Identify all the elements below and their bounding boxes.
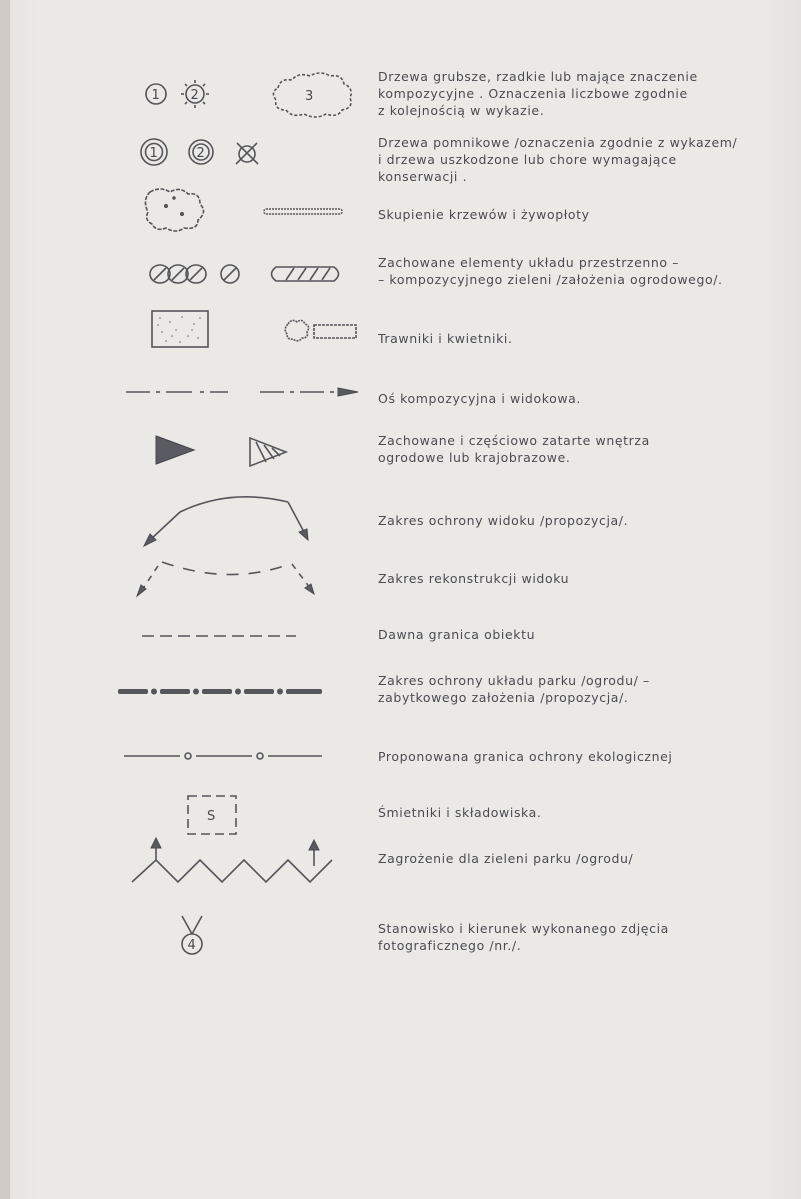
svg-text:S: S bbox=[207, 809, 216, 824]
symbol-monument-trees bbox=[100, 134, 370, 174]
symbol-former-boundary bbox=[100, 624, 370, 648]
desc-axis: Oś kompozycyjna i widokowa. bbox=[378, 391, 582, 406]
photo-station-icon bbox=[100, 914, 370, 964]
desc-trees: Drzewa grubsze, rzadkie lub mające znaczenie kompozycyjne . Oznaczenia liczbowe zgodnie z kolejnością w wykazie. bbox=[378, 69, 698, 118]
svg-text:1: 1 bbox=[149, 146, 158, 161]
view-reconstruction-icon bbox=[100, 556, 370, 606]
svg-text:4: 4 bbox=[187, 938, 196, 953]
preserved-elements-icon bbox=[100, 258, 370, 288]
symbol-shrubs bbox=[100, 184, 370, 234]
lawn-flowerbed-icon bbox=[100, 308, 370, 350]
park-protection-line-icon bbox=[100, 680, 370, 704]
symbol-axis bbox=[100, 380, 370, 404]
svg-text:1: 1 bbox=[151, 88, 160, 103]
desc-preserved-elements: Zachowane elementy układu przestrzenno – – kompozycyjnego zieleni /założenia ogrodowego/. bbox=[378, 255, 723, 287]
shrub-cluster-icon bbox=[100, 184, 370, 234]
desc-park-protection: Zakres ochrony układu parku /ogrodu/ – zabytkowego założenia /propozycja/. bbox=[378, 673, 650, 705]
symbol-park-protection bbox=[100, 680, 370, 704]
symbol-threat bbox=[100, 836, 370, 892]
former-boundary-line-icon bbox=[100, 624, 370, 648]
symbol-ecological-protection bbox=[100, 744, 370, 768]
desc-threat: Zagrożenie dla zieleni parku /ogrodu/ bbox=[378, 851, 634, 866]
monument-tree-icon bbox=[100, 134, 370, 174]
svg-text:2: 2 bbox=[196, 146, 205, 161]
symbol-interiors bbox=[100, 428, 370, 472]
symbol-preserved-elements bbox=[100, 258, 370, 288]
threat-zigzag-icon bbox=[100, 836, 370, 892]
desc-shrubs: Skupienie krzewów i żywopłoty bbox=[378, 207, 590, 222]
svg-text:3: 3 bbox=[305, 89, 314, 104]
symbol-lawns bbox=[100, 308, 370, 350]
desc-photo-station: Stanowisko i kierunek wykonanego zdjęcia fotograficznego /nr./. bbox=[378, 921, 669, 953]
interior-arrows-icon bbox=[100, 428, 370, 472]
symbol-waste-sites bbox=[100, 792, 370, 838]
svg-text:2: 2 bbox=[190, 88, 199, 103]
desc-waste-sites: Śmietniki i składowiska. bbox=[378, 805, 542, 820]
desc-view-reconstruction: Zakres rekonstrukcji widoku bbox=[378, 571, 570, 586]
desc-interiors: Zachowane i częściowo zatarte wnętrza ogrodowe lub krajobrazowe. bbox=[378, 433, 650, 465]
desc-monument-trees: Drzewa pomnikowe /oznaczenia zgodnie z wykazem/ i drzewa uszkodzone lub chore wymagające konserwacji . bbox=[378, 135, 738, 184]
symbol-photo-station bbox=[100, 914, 370, 964]
axis-arrow-icon bbox=[100, 380, 370, 404]
tree-symbols-icon bbox=[100, 70, 370, 120]
page-binding-edge bbox=[0, 0, 10, 1199]
ecological-boundary-line-icon bbox=[100, 744, 370, 768]
symbol-view-reconstruction bbox=[100, 556, 370, 606]
view-protection-arc-icon bbox=[100, 492, 370, 552]
desc-view-protection: Zakres ochrony widoku /propozycja/. bbox=[378, 513, 629, 528]
desc-former-boundary: Dawna granica obiektu bbox=[378, 627, 536, 642]
waste-site-icon bbox=[100, 792, 370, 838]
symbol-view-protection bbox=[100, 492, 370, 552]
symbol-trees bbox=[100, 70, 370, 120]
desc-lawns: Trawniki i kwietniki. bbox=[378, 331, 513, 346]
desc-ecological-protection: Proponowana granica ochrony ekologicznej bbox=[378, 749, 673, 764]
